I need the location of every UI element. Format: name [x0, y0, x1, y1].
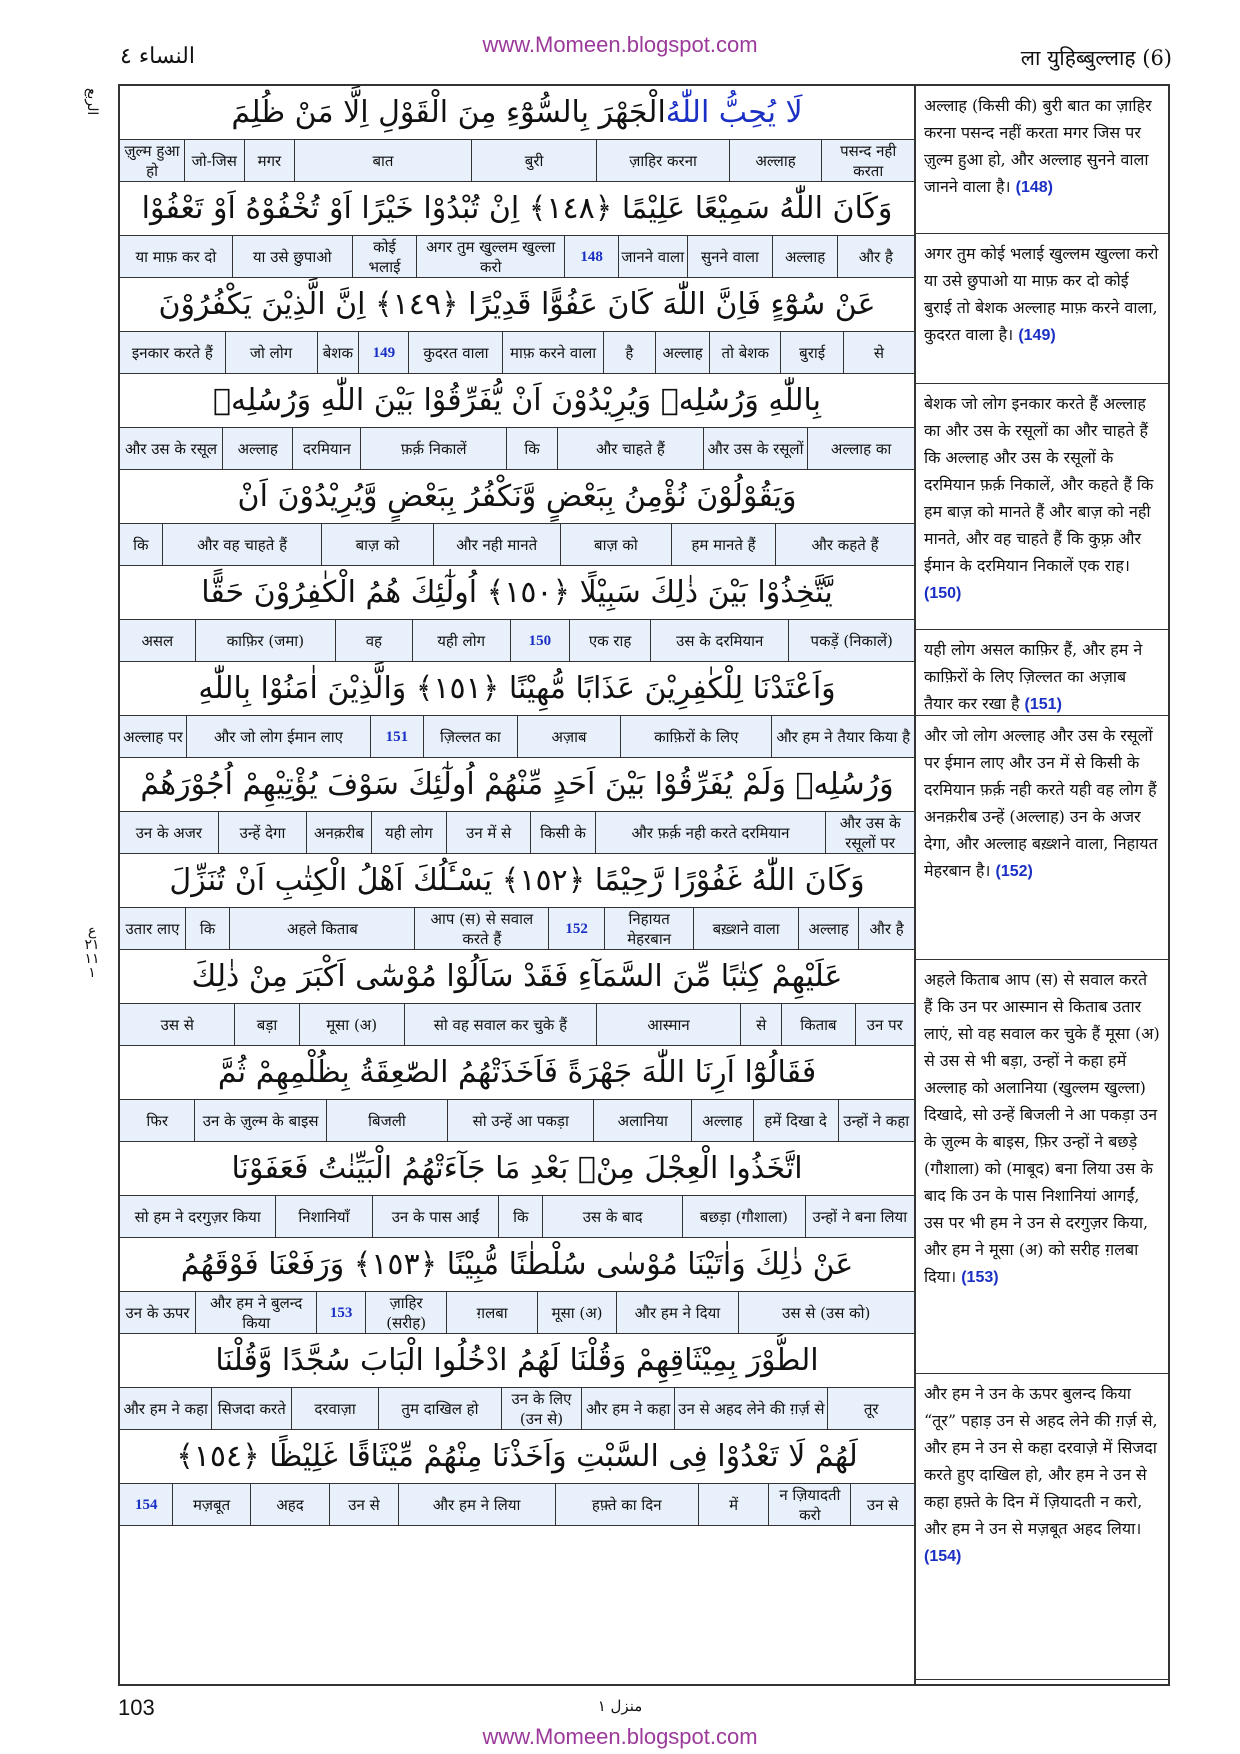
verse-number: 149: [358, 332, 408, 373]
word-cell: आप (स) से सवाल करते हैं: [414, 908, 548, 949]
verse-reference: (154): [924, 1548, 962, 1565]
word-cell: और कहते हैं: [775, 524, 914, 565]
arabic-verse-line: [120, 854, 914, 908]
word-cell: तुम दाखिल हो: [378, 1388, 501, 1429]
word-translation-row: [120, 908, 914, 950]
word-cell: तूर: [827, 1388, 914, 1429]
translation-paragraph: [916, 716, 1168, 960]
word-cell: बुरी: [471, 140, 597, 181]
word-cell: हम मानते हैं: [671, 524, 775, 565]
word-cell: अज़ाब: [517, 716, 620, 757]
word-cell: मज़बूत: [172, 1484, 249, 1525]
arabic-verse-line: [120, 662, 914, 716]
word-cell: और हम ने लिया: [398, 1484, 555, 1525]
translation-paragraph: [916, 86, 1168, 234]
arabic-text: عَنْ ذٰلِكَ وَاٰتَيْنَا مُوْسٰى سُلْطٰنًا مُّبِيْنًا ﴿١٥٣﴾ وَرَفَعْنَا فَوْقَهُمُ: [180, 1247, 854, 1282]
word-cell: और चाहते हैं: [557, 428, 703, 469]
word-cell: या माफ़ कर दो: [135, 247, 217, 266]
word-translation-row: [120, 1004, 914, 1046]
word-cell: अल्लाह: [655, 332, 709, 373]
translation-paragraph: [916, 630, 1168, 716]
word-cell: दरमियान: [292, 428, 360, 469]
arabic-highlight: لَا يُحِبُّ اللّٰهُ: [665, 95, 803, 130]
word-cell: जो लोग: [225, 332, 317, 373]
word-cell: और है: [837, 236, 914, 277]
word-cell: उस के दरमियान: [650, 620, 788, 661]
word-cell: अल्लाह: [772, 236, 836, 277]
word-cell: या उसे छुपाओ: [232, 236, 352, 277]
header-url[interactable]: www.Momeen.blogspot.com: [482, 32, 758, 57]
verse-number: 153: [316, 1292, 365, 1333]
word-cell: माफ़ करने वाला: [502, 332, 602, 373]
word-cell: उस के बाद: [542, 1196, 682, 1237]
word-cell: काफ़िर (जमा): [195, 620, 335, 661]
word-cell: और हम ने दिया: [616, 1292, 737, 1333]
word-cell: में: [698, 1484, 769, 1525]
word-translation-row: [120, 1100, 914, 1142]
arabic-verse-line: [120, 182, 914, 236]
word-cell: हफ़्ते का दिन: [555, 1484, 698, 1525]
word-cell: कुदरत वाला: [408, 332, 502, 373]
verse-reference: (149): [1018, 327, 1056, 344]
word-cell: बख़्शने वाला: [693, 908, 798, 949]
surah-title: النساء ٤: [120, 44, 195, 69]
word-cell: पसन्द नही करता: [821, 140, 914, 181]
word-cell: और हम ने कहा: [123, 1399, 208, 1418]
word-cell: कोई भलाई: [352, 236, 416, 277]
word-cell: बाज़ को: [321, 524, 432, 565]
arabic-verse-line: [120, 1046, 914, 1100]
word-cell: एक राह: [569, 620, 650, 661]
word-cell: कि: [506, 428, 557, 469]
page-number: 103: [118, 1695, 155, 1720]
word-cell: और फ़र्क़ नही करते दरमियान: [595, 812, 826, 853]
arabic-text: اتَّخَذُوا الْعِجْلَ مِنْۢ بَعْدِ مَا جَآءَتْهُمُ الْبَيِّنٰتُ فَعَفَوْنَا: [231, 1151, 803, 1186]
verse-number: 152: [548, 908, 604, 949]
word-cell: जो-जिस: [184, 140, 244, 181]
translation-text: और जो लोग अल्लाह और उस के रसूलों पर ईमान लाए और उन में से किसी के दरमियान फ़र्क़ नही करते यही वह लोग हैं अनक़रीब उन्हें (अल्लाह) उन के अजर देगा, और अल्लाह बख़्शने वाला, निहायत मेहरबान है।: [924, 726, 1158, 880]
translation-text: बेशक जो लोग इनकार करते हैं अल्लाह का और उस के रसूलों का और चाहते हैं कि अल्लाह और उस के रसूलों के दरमियान फ़र्क़ निकालें, और कहते हैं कि हम बाज़ को मानते हैं और बाज़ को नही मानते, और वह चाहते हैं कि कुफ़्र और ईमान के दरमियान निकालें एक राह।: [924, 394, 1154, 575]
translation-text: यही लोग असल काफ़िर हैं, और हम ने काफ़िरों के लिए ज़िल्लत का अज़ाब तैयार कर रखा है: [924, 640, 1143, 713]
word-cell: उन के लिए (उन से): [501, 1388, 581, 1429]
word-cell: और उस के रसूलों पर: [825, 812, 914, 853]
word-translation-row: [120, 1388, 914, 1430]
word-cell: दरवाज़ा: [291, 1388, 378, 1429]
word-cell: सो वह सवाल कर चुके हैं: [404, 1004, 596, 1045]
arabic-text: وَرُسُلِهٖ وَلَمْ يُفَرِّقُوْا بَيْنَ اَحَدٍ مِّنْهُمْ اُولٰٓئِكَ سَوْفَ يُؤْتِيْهِمْ اُجُوْرَهُمْ: [140, 767, 894, 802]
word-cell: उन से: [329, 1484, 397, 1525]
translation-paragraph: [916, 384, 1168, 630]
word-translation-row: [120, 332, 914, 374]
word-cell: है: [603, 332, 655, 373]
word-cell: और नही मानते: [433, 524, 560, 565]
arabic-verse-line: [120, 1334, 914, 1388]
word-translation-row: [120, 812, 914, 854]
word-translation-row: [120, 236, 914, 278]
word-cell: उन्हों ने कहा: [838, 1100, 914, 1141]
word-cell: मूसा (अ): [537, 1292, 616, 1333]
word-cell: ज़िल्लत का: [423, 716, 517, 757]
arabic-verse-line: [120, 470, 914, 524]
page-frame: [118, 84, 1170, 1686]
word-cell: उन से अहद लेने की ग़र्ज़ से: [674, 1388, 827, 1429]
verse-number: 148: [564, 236, 618, 277]
word-cell: अल्लाह: [222, 428, 292, 469]
word-cell: बुराई: [780, 332, 843, 373]
translation-text: अल्लाह (किसी की) बुरी बात का ज़ाहिर करना पसन्द नहीं करता मगर जिस पर ज़ुल्म हुआ हो, और अल्लाह सुनने वाला जानने वाला है।: [924, 96, 1152, 196]
arabic-text: وَيَقُوْلُوْنَ نُؤْمِنُ بِبَعْضٍ وَّنَكْفُرُ بِبَعْضٍ وَّيُرِيْدُوْنَ اَنْ: [237, 479, 797, 514]
word-cell: अनक़रीब: [306, 812, 370, 853]
word-cell: यही लोग: [371, 812, 446, 853]
arabic-verse-line: [120, 758, 914, 812]
word-cell: मगर: [244, 140, 295, 181]
arabic-text: بِاللّٰهِ وَرُسُلِهٖ وَيُرِيْدُوْنَ اَنْ يُّفَرِّقُوْا بَيْنَ اللّٰهِ وَرُسُلِهٖ: [213, 383, 822, 418]
translation-paragraph: [916, 1374, 1168, 1680]
word-cell: किताब: [781, 1004, 854, 1045]
arabic-verse-line: [120, 1430, 914, 1484]
word-cell: किसी के: [530, 812, 594, 853]
arabic-verse-line: [120, 374, 914, 428]
word-cell: सुनने वाला: [687, 236, 773, 277]
verse-number: 151: [370, 716, 423, 757]
word-cell: तो बेशक: [709, 332, 780, 373]
arabic-verse-line: [120, 1238, 914, 1292]
word-translation-row: [120, 428, 914, 470]
word-cell: अल्लाह का: [807, 428, 914, 469]
word-cell: सो हम ने दरगुज़र किया: [134, 1207, 261, 1226]
word-cell: न ज़ियादती करो: [768, 1484, 850, 1525]
word-cell: अल्लाह: [729, 140, 822, 181]
word-cell: और हम ने तैयार किया है: [771, 716, 914, 757]
word-by-word-column: [120, 86, 916, 1684]
word-cell: कि: [185, 908, 230, 949]
arabic-verse-line: [120, 1142, 914, 1196]
word-cell: अगर तुम खुल्लम खुल्ला करो: [416, 236, 564, 277]
word-cell: और वह चाहते हैं: [162, 524, 322, 565]
word-cell: यही लोग: [412, 620, 510, 661]
word-cell: और उस के रसूलों: [703, 428, 807, 469]
word-cell: असल: [141, 631, 174, 650]
arabic-text: الطُّوْرَ بِمِيْثَاقِهِمْ وَقُلْنَا لَهُمُ ادْخُلُوا الْبَابَ سُجَّدًا وَّقُلْنَا: [215, 1343, 819, 1378]
word-cell: और हम ने कहा: [581, 1388, 675, 1429]
hizb-marker: الربع: [84, 88, 100, 116]
word-cell: उन में से: [446, 812, 530, 853]
word-cell: और जो लोग ईमान लाए: [186, 716, 370, 757]
word-translation-row: [120, 620, 914, 662]
footer-url[interactable]: www.Momeen.blogspot.com: [482, 1724, 758, 1749]
translation-column: [916, 86, 1168, 1684]
verse-reference: (153): [961, 1269, 999, 1286]
word-cell: सो उन्हें आ पकड़ा: [447, 1100, 593, 1141]
verse-reference: (148): [1015, 179, 1053, 196]
word-cell: अहद: [250, 1484, 330, 1525]
word-translation-row: [120, 716, 914, 758]
word-cell: उन्हों ने बना लिया: [805, 1196, 914, 1237]
word-cell: उन्हें देगा: [218, 812, 307, 853]
word-cell: अल्लाह पर: [123, 727, 183, 746]
translation-paragraph: [916, 960, 1168, 1374]
word-cell: से: [740, 1004, 781, 1045]
arabic-text: وَكَانَ اللّٰهُ غَفُوْرًا رَّحِيْمًا ﴿١٥٢﴾ يَسْـَٔلُكَ اَهْلُ الْكِتٰبِ اَنْ تُنَزِّلَ: [169, 863, 865, 898]
word-cell: सिजदा करते: [211, 1388, 291, 1429]
word-translation-row: [120, 1292, 914, 1334]
word-cell: उन के पास आईं: [372, 1196, 499, 1237]
word-cell: बाज़ को: [560, 524, 671, 565]
arabic-text: عَنْ سُوْٓءٍ فَاِنَّ اللّٰهَ كَانَ عَفُوًّا قَدِيْرًا ﴿١٤٩﴾ اِنَّ الَّذِيْنَ يَكْفُرُوْنَ: [158, 287, 876, 322]
word-cell: काफ़िरों के लिए: [620, 716, 771, 757]
word-cell: अहले किताब: [229, 908, 414, 949]
word-cell: पकड़ें (निकालें): [788, 620, 914, 661]
word-cell: और उस के रसूल: [124, 439, 218, 458]
arabic-verse-line: [120, 566, 914, 620]
word-cell: वह: [335, 620, 412, 661]
word-cell: उन से: [850, 1484, 914, 1525]
word-cell: उतार लाए: [125, 919, 180, 938]
arabic-text: عَلَيْهِمْ كِتٰبًا مِّنَ السَّمَآءِ فَقَدْ سَاَلُوْا مُوْسٰٓى اَكْبَرَ مِنْ ذٰلِكَ: [191, 959, 843, 994]
word-cell: फ़र्क़ निकालें: [360, 428, 506, 469]
word-cell: उन के अजर: [135, 823, 203, 842]
word-cell: निशानियाँ: [275, 1196, 371, 1237]
word-cell: अल्लाह: [798, 908, 858, 949]
word-cell: बछड़ा (गौशाला): [682, 1196, 804, 1237]
word-translation-row: [120, 524, 914, 566]
translation-text: और हम ने उन के ऊपर बुलन्द किया “तूर” पहाड़ उन से अहद लेने की ग़र्ज़ से, और हम ने उन से कहा दरवाज़े में सिजदा करते हुए दाखिल हो, और हम ने उन से कहा हफ़्ते के दिन में ज़ियादती न करो, और हम ने उन से मज़बूत अहद लिया।: [924, 1384, 1158, 1538]
word-cell: निहायत मेहरबान: [604, 908, 693, 949]
verse-reference: (150): [924, 585, 962, 602]
word-cell: बिजली: [326, 1100, 447, 1141]
word-translation-row: [120, 140, 914, 182]
word-cell: उन पर: [855, 1004, 914, 1045]
arabic-text: وَاَعْتَدْنَا لِلْكٰفِرِيْنَ عَذَابًا مُّهِيْنًا ﴿١٥١﴾ وَالَّذِيْنَ اٰمَنُوْا بِاللّٰهِ: [198, 671, 836, 706]
word-cell: कि: [498, 1196, 542, 1237]
arabic-verse-line: [120, 86, 914, 140]
arabic-text: فَقَالُوْٓا اَرِنَا اللّٰهَ جَهْرَةً فَاَخَذَتْهُمُ الصّٰعِقَةُ بِظُلْمِهِمْ ثُمَّ: [217, 1055, 817, 1090]
verse-number: 154: [134, 1496, 158, 1513]
word-cell: ग़लबा: [446, 1292, 536, 1333]
para-title: ला युहिब्बुल्लाह (6): [1020, 46, 1172, 70]
word-cell: इनकार करते हैं: [131, 343, 213, 362]
word-cell: उस से: [160, 1015, 194, 1034]
word-cell: ज़ाहिर (सरीह): [365, 1292, 447, 1333]
word-cell: कि: [133, 535, 149, 554]
word-cell: अलानिया: [593, 1100, 691, 1141]
ruku-marker: ع ٢١ ١١ ١: [84, 923, 100, 981]
verse-reference: (152): [995, 863, 1033, 880]
word-cell: बड़ा: [234, 1004, 298, 1045]
manzil-label: منزل ١: [597, 1697, 643, 1715]
word-cell: ज़ाहिर करना: [596, 140, 728, 181]
word-cell: जानने वाला: [618, 236, 687, 277]
word-cell: आस्मान: [596, 1004, 740, 1045]
translation-text: अगर तुम कोई भलाई खुल्लम खुल्ला करो या उसे छुपाओ या माफ़ कर दो कोई बुराई तो बेशक अल्लाह माफ़ करने वाला, कुदरत वाला है।: [924, 244, 1159, 344]
word-cell: मूसा (अ): [299, 1004, 404, 1045]
word-translation-row: [120, 1196, 914, 1238]
verse-reference: (151): [1024, 696, 1062, 713]
word-cell: फिर: [146, 1111, 168, 1130]
verse-number: 150: [510, 620, 570, 661]
word-cell: से: [843, 332, 914, 373]
word-cell: बेशक: [317, 332, 359, 373]
arabic-text: وَكَانَ اللّٰهُ سَمِيْعًا عَلِيْمًا ﴿١٤٨﴾ اِنْ تُبْدُوْا خَيْرًا اَوْ تُخْفُوْهُ اَوْ تَعْفُوْا: [141, 191, 893, 226]
arabic-text: لَهُمْ لَا تَعْدُوْا فِى السَّبْتِ وَاَخَذْنَا مِنْهُمْ مِّيْثَاقًا غَلِيْظًا ﴿١٥٤﴾: [176, 1439, 858, 1474]
word-cell: उन के ज़ुल्म के बाइस: [194, 1100, 326, 1141]
word-cell: और है: [858, 908, 914, 949]
translation-text: अहले किताब आप (स) से सवाल करते हैं कि उन पर आस्मान से किताब उतार लाएं, सो वह सवाल कर चुके हैं मूसा (अ) से उस से भी बड़ा, उन्हों ने कहा हमें अल्लाह को अलानिया (खुल्लम खुल्ला) दिखादे, सो उन्हें बिजली ने आ पकड़ा उन के ज़ुल्म के बाइस, फ़िर उन्हों ने बछड़े (गौशाला) को (माबूद) बना लिया उस के बाद कि उन के पास निशानियां आगईं, उस पर भी हम ने उन से दरगुज़र किया, और हम ने मूसा (अ) को सरीह ग़लबा दिया।: [924, 970, 1160, 1286]
arabic-text: يَّتَّخِذُوْا بَيْنَ ذٰلِكَ سَبِيْلًا ﴿١٥٠﴾ اُولٰٓئِكَ هُمُ الْكٰفِرُوْنَ حَقًّا: [201, 575, 833, 610]
word-cell: ज़ुल्म हुआ हो: [124, 141, 180, 180]
arabic-text: الْجَهْرَ بِالسُّوْٓءِ مِنَ الْقَوْلِ اِلَّا مَنْ ظُلِمَ: [231, 95, 666, 130]
arabic-verse-line: [120, 278, 914, 332]
word-cell: उस से (उस को): [738, 1292, 914, 1333]
word-cell: बात: [294, 140, 470, 181]
word-translation-row: [120, 1484, 914, 1526]
translation-paragraph: [916, 234, 1168, 384]
word-cell: और हम ने बुलन्द किया: [195, 1292, 316, 1333]
arabic-verse-line: [120, 950, 914, 1004]
word-cell: उन के ऊपर: [125, 1303, 190, 1322]
word-cell: हमें दिखा दे: [753, 1100, 838, 1141]
word-cell: अल्लाह: [691, 1100, 753, 1141]
